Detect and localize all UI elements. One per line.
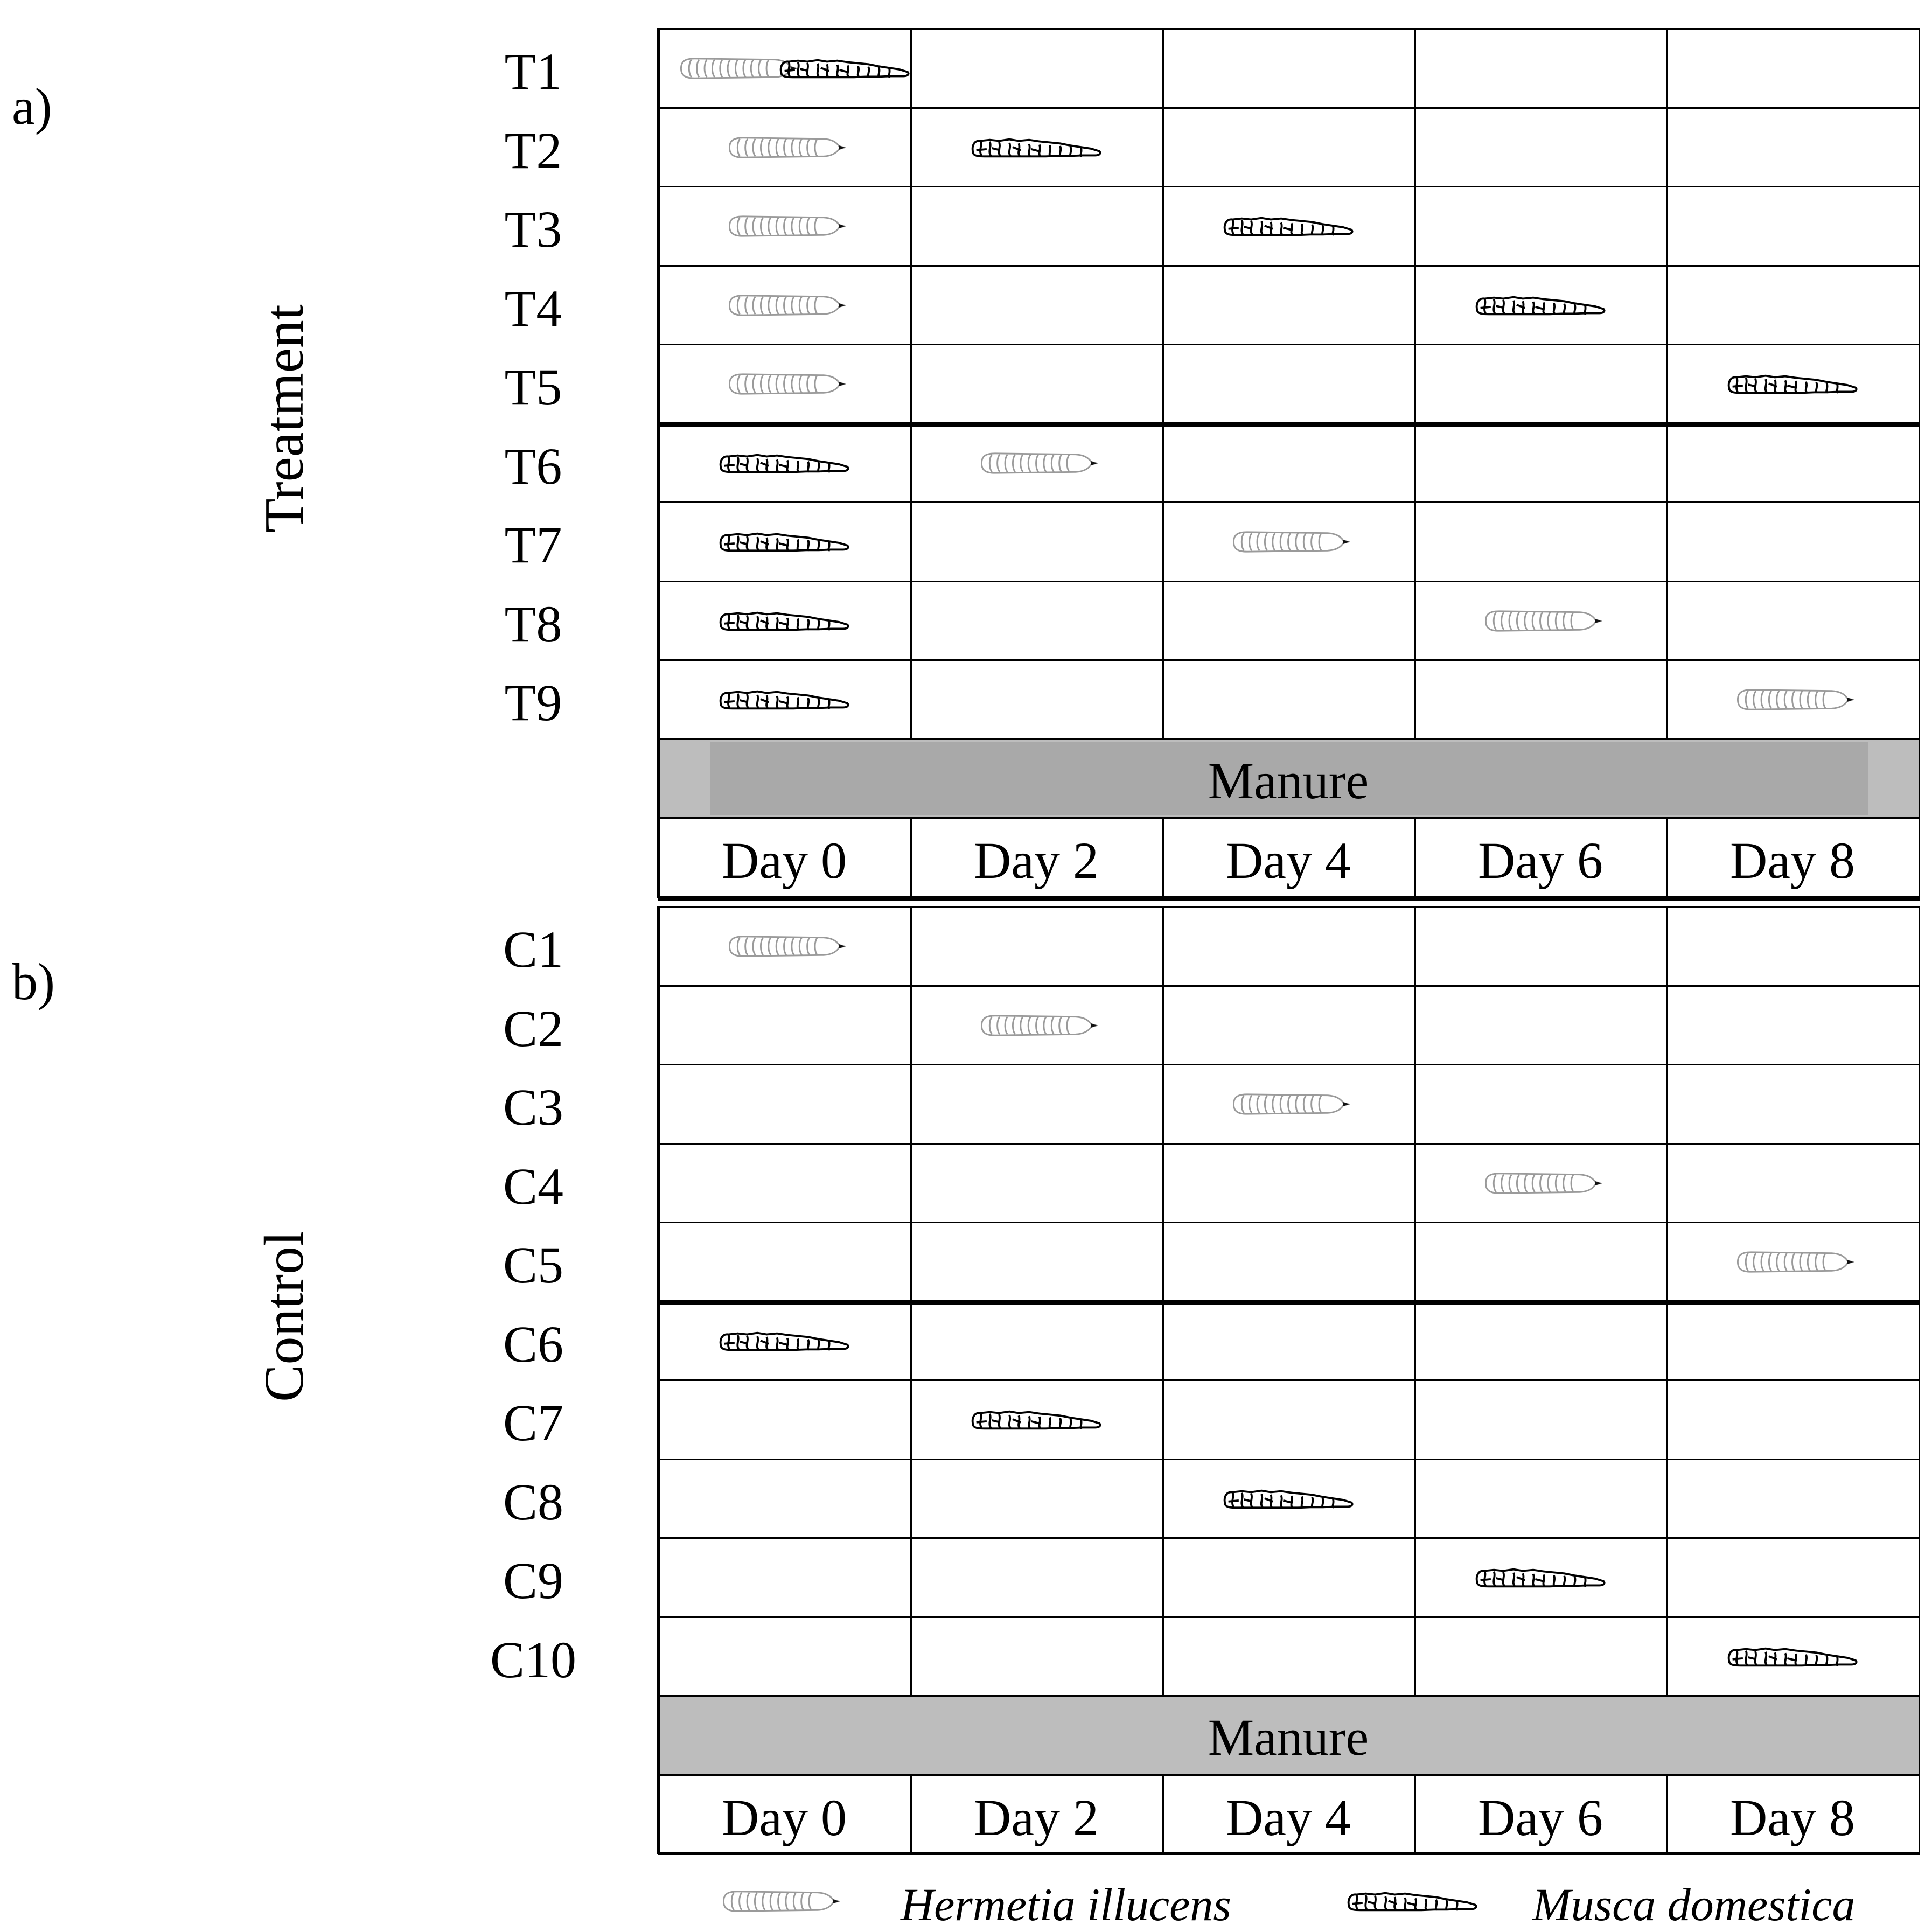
grid-cell (1162, 1222, 1416, 1302)
row-label: T4 (504, 279, 562, 337)
day-label: Day 4 (1226, 832, 1351, 890)
grid-cell (1666, 581, 1920, 661)
grid-cell (1162, 28, 1416, 109)
grid-cell (1414, 28, 1668, 109)
grid-cell (1414, 1459, 1668, 1539)
hermetia-larva-icon (716, 1888, 840, 1917)
grid-cell (1666, 501, 1920, 582)
hermetia-larva-icon (974, 450, 1098, 479)
grid-cell (658, 1537, 912, 1618)
row-label: T5 (504, 358, 562, 416)
grid-cell (1162, 1537, 1416, 1618)
row-label: C9 (503, 1552, 564, 1610)
grid-cell (910, 1301, 1164, 1382)
grid-cell (910, 28, 1164, 109)
grid-cell (658, 985, 912, 1066)
row-label: C7 (503, 1394, 564, 1452)
grid-cell (1162, 1379, 1416, 1460)
grid-cell (658, 1143, 912, 1224)
day-label: Day 0 (722, 1788, 847, 1846)
group-divider-line (658, 422, 1920, 427)
grid-cell (910, 265, 1164, 346)
grid-cell (910, 501, 1164, 582)
hermetia-larva-icon (722, 292, 846, 321)
grid-cell (1414, 1616, 1668, 1697)
group-label: Control (253, 1230, 315, 1402)
row-label: T9 (504, 674, 562, 732)
musca-larva-icon (717, 608, 852, 637)
musca-larva-icon (717, 687, 852, 715)
row-label: C3 (503, 1078, 564, 1136)
day-label: Day 8 (1730, 832, 1855, 890)
grid-cell (1666, 186, 1920, 267)
grid-cell (910, 1616, 1164, 1697)
grid-cell (1666, 107, 1920, 188)
grid-cell (1666, 1064, 1920, 1145)
day-label: Day 0 (722, 832, 847, 890)
grid-cell (658, 1459, 912, 1539)
grid-cell (910, 581, 1164, 661)
hermetia-larva-icon (1478, 608, 1602, 637)
grid-cell (1414, 1064, 1668, 1145)
grid-cell (1162, 107, 1416, 188)
day-label: Day 8 (1730, 1788, 1855, 1846)
hermetia-larva-icon (1226, 1091, 1350, 1120)
grid-cell (1414, 423, 1668, 504)
grid-cell (910, 1064, 1164, 1145)
grid-cell (910, 906, 1164, 987)
row-label: C8 (503, 1473, 564, 1531)
legend-label: Musca domestica (1532, 1879, 1856, 1930)
group-divider-line (658, 1300, 1920, 1305)
legend-label: Hermetia illucens (901, 1879, 1231, 1930)
grid-cell (1162, 985, 1416, 1066)
hermetia-larva-icon (722, 213, 846, 242)
row-label: C6 (503, 1315, 564, 1373)
grid-cell (1414, 107, 1668, 188)
musca-larva-icon (1221, 213, 1356, 242)
row-label: T6 (504, 437, 562, 495)
hermetia-larva-icon (1731, 687, 1854, 715)
grid-bottom-border (658, 896, 1920, 901)
panel-label: a) (12, 78, 52, 135)
grid-bottom-border (658, 1852, 1920, 1855)
row-label: T1 (504, 43, 562, 101)
day-label: Day 4 (1226, 1788, 1351, 1846)
musca-larva-icon (1473, 292, 1608, 321)
grid-cell (1666, 1301, 1920, 1382)
grid-cell (658, 1379, 912, 1460)
musca-larva-icon (1473, 1565, 1608, 1593)
musca-larva-icon (1221, 1486, 1356, 1515)
day-label: Day 6 (1478, 832, 1603, 890)
hermetia-larva-icon (722, 371, 846, 400)
grid-cell (1414, 659, 1668, 740)
hermetia-larva-icon (974, 1013, 1098, 1041)
panel-label: b) (12, 953, 55, 1010)
grid-cell (910, 344, 1164, 424)
row-label: T3 (504, 200, 562, 259)
row-label: C4 (503, 1157, 564, 1215)
grid-cell (1666, 1379, 1920, 1460)
row-label: T2 (504, 121, 562, 179)
grid-cell (1162, 423, 1416, 504)
hermetia-larva-icon (722, 135, 846, 163)
musca-larva-icon (717, 450, 852, 479)
grid-cell (910, 1459, 1164, 1539)
grid-cell (1666, 265, 1920, 346)
grid-cell (1414, 1379, 1668, 1460)
grid-cell (1162, 265, 1416, 346)
musca-larva-icon (1345, 1888, 1480, 1917)
grid-cell (1666, 906, 1920, 987)
grid-cell (1666, 28, 1920, 109)
grid-cell (1666, 1459, 1920, 1539)
row-label: T7 (504, 516, 562, 574)
grid-cell (1162, 1143, 1416, 1224)
musca-larva-icon (969, 1407, 1104, 1435)
grid-cell (1414, 186, 1668, 267)
grid-cell (1414, 1301, 1668, 1382)
grid-cell (1162, 1301, 1416, 1382)
grid-cell (1666, 423, 1920, 504)
grid-cell (910, 186, 1164, 267)
grid-cell (658, 1616, 912, 1697)
hermetia-larva-icon (722, 933, 846, 962)
grid-cell (1162, 1616, 1416, 1697)
hermetia-larva-icon (1478, 1170, 1602, 1199)
row-label: C10 (490, 1630, 577, 1689)
grid-cell (1414, 985, 1668, 1066)
grid-cell (1162, 581, 1416, 661)
grid-cell (910, 1143, 1164, 1224)
musca-larva-icon (717, 1328, 852, 1357)
musca-larva-icon (777, 55, 912, 84)
grid-cell (1162, 906, 1416, 987)
row-label: C5 (503, 1236, 564, 1294)
musca-larva-icon (1725, 1644, 1860, 1672)
hermetia-larva-icon (1731, 1249, 1854, 1278)
grid-cell (1414, 501, 1668, 582)
grid-cell (1162, 344, 1416, 424)
musca-larva-icon (969, 135, 1104, 163)
grid-cell (1414, 906, 1668, 987)
grid-cell (1666, 1537, 1920, 1618)
manure-label: Manure (1208, 751, 1369, 810)
musca-larva-icon (1725, 371, 1860, 400)
grid-cell (1414, 1222, 1668, 1302)
grid-cell (658, 1064, 912, 1145)
grid-cell (910, 1222, 1164, 1302)
grid-cell (910, 1537, 1164, 1618)
row-label: T8 (504, 595, 562, 653)
group-label: Treatment (253, 304, 315, 533)
grid-cell (1414, 344, 1668, 424)
manure-label: Manure (1208, 1708, 1369, 1767)
grid-cell (1162, 659, 1416, 740)
grid-cell (910, 659, 1164, 740)
day-label: Day 2 (974, 832, 1099, 890)
hermetia-larva-icon (1226, 529, 1350, 557)
grid-cell (1666, 985, 1920, 1066)
row-label: C2 (503, 999, 564, 1057)
day-label: Day 6 (1478, 1788, 1603, 1846)
day-label: Day 2 (974, 1788, 1099, 1846)
grid-cell (658, 1222, 912, 1302)
grid-cell (1666, 1143, 1920, 1224)
row-label: C1 (503, 920, 564, 979)
musca-larva-icon (717, 529, 852, 557)
